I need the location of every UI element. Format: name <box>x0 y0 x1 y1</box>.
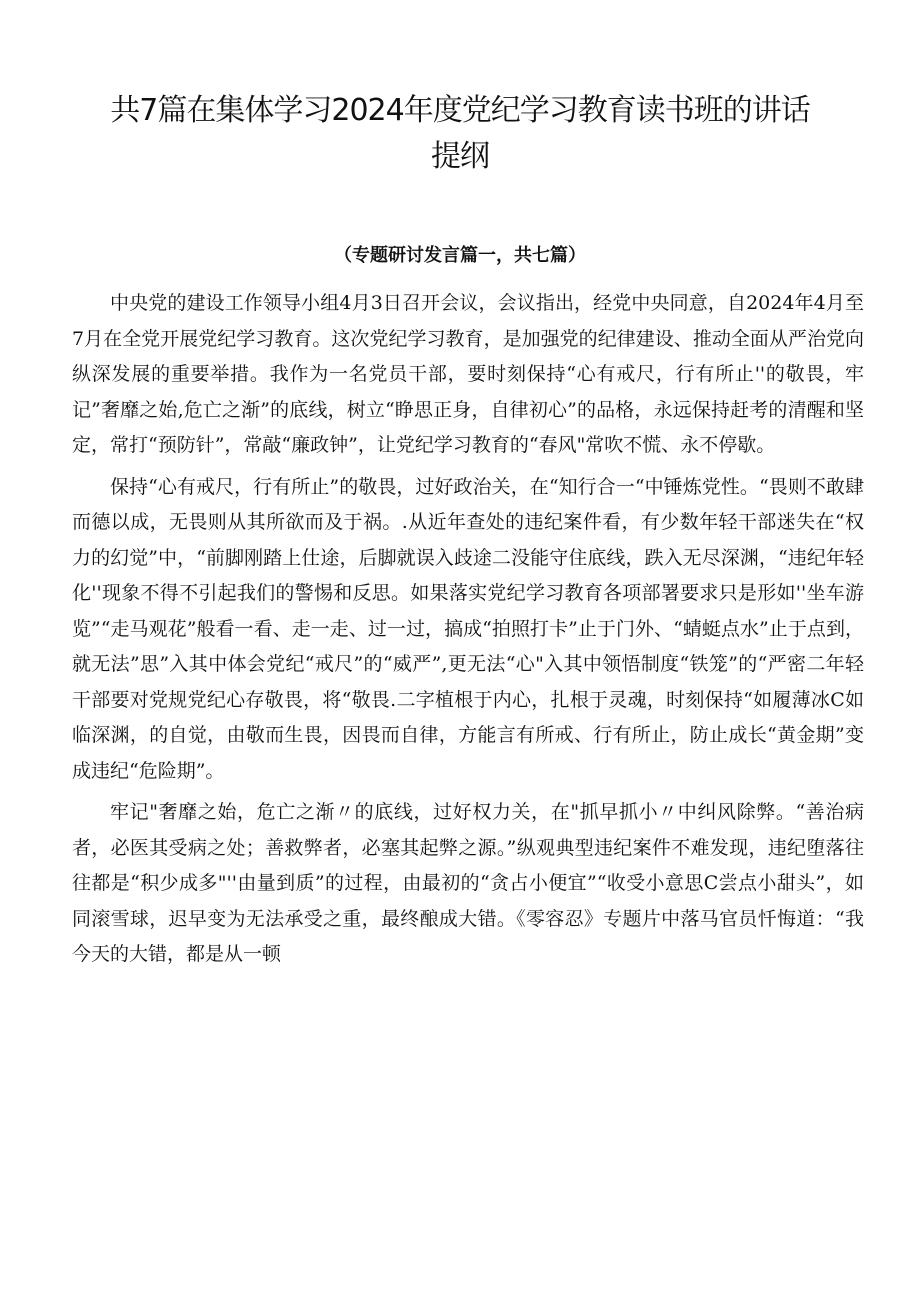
document-title: 共7篇在集体学习2024年度党纪学习教育读书班的讲话提纲 <box>110 93 810 174</box>
paragraph: 保持“心有戒尺，行有所止”的敬畏，过好政治关，在“知行合一“中锤炼党性。“畏则不敢肆而德以成，无畏则从其所欲而及于祸。.从近年查处的违纪案件看，有少数年轻干部迷失在“权力的幻觉”中，“前脚刚踏上仕途，后脚就误入歧途二没能守住底线，跌入无尽深渊，“违纪年轻化''现象不得不引起我们的警惕和反思。如果落实党纪学习教育各项部署要求只是形如''坐车游览”“走马观花”般看一看、走一走、过一过，搞成“拍照打卡”止于门外、“蜻蜓点水”止于点到，就无法”思”入其中体会党纪“戒尺”的“威严”,更无法“心"入其中领悟制度“铁笼”的“严密二年轻干部要对党规党纪心存敬畏，将“敬畏.二字植根于内心，扎根于灵魂，时刻保持“如履薄冰C如临深渊，的自觉，由敬而生畏，因畏而自律，方能言有所戒、行有所止，防止成长“黄金期”变成违纪“危险期”。 <box>72 475 864 782</box>
paragraph: 中央党的建设工作领导小组4月3日召开会议，会议指出，经党中央同意，自2024年4月至7月在全党开展党纪学习教育。这次党纪学习教育，是加强党的纪律建设、推动全面从严治党向纵深发展的重要举措。我作为一名党员干部，要时刻保持“心有戒尺，行有所止''的敬畏，牢记”奢靡之始,危亡之渐”的底线，树立“睁思正身，自律初心”的品格，永远保持赶考的清醒和坚定，常打“预防针”，常敲“廉政钟”，让党纪学习教育的“春风"常吹不慌、永不停歇。 <box>72 292 864 456</box>
document-body <box>72 286 864 979</box>
paragraph: 牢记"奢靡之始，危亡之渐〃的底线，过好权力关，在"抓早抓小〃中纠风除弊。“善治病者，必医其受病之处；善救弊者，必塞其起弊之源。”纵观典型违纪案件不难发现，违纪堕落往往都是“积少成多"''由量到质”的过程，由最初的“贪占小便宜”“收受小意思C尝点小甜头”，如同滚雪球，迟早变为无法承受之重，最终酿成大错。《零容忍》专题片中落马官员忏悔道：“我今天的大错，都是从一顿 <box>72 801 864 965</box>
document-subtitle: （专题研讨发言篇一，共七篇） <box>334 245 586 266</box>
